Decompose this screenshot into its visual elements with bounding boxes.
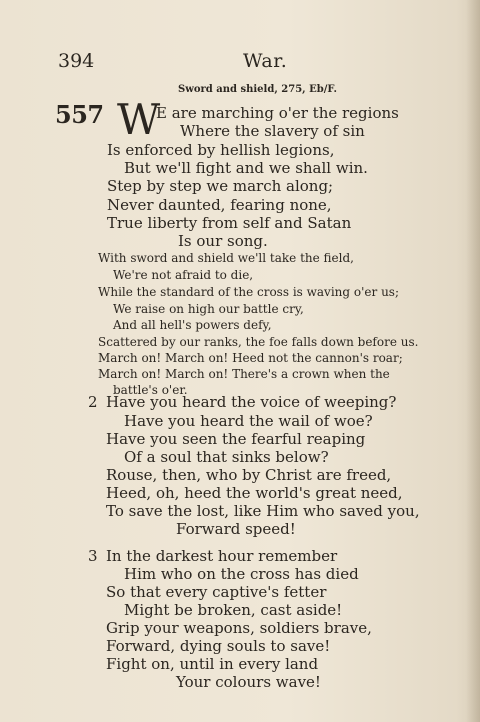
chorus-line: And all hell's powers defy, <box>113 318 272 332</box>
verse3-line: Him who on the cross has died <box>124 565 359 583</box>
verse2-line: Have you heard the voice of weeping? <box>106 393 397 411</box>
verse3-line: In the darkest hour remember <box>106 547 338 565</box>
verse3-line: So that every captive's fetter <box>106 583 327 601</box>
verse1-line: Is our song. <box>178 232 268 250</box>
verse2-line: Rouse, then, who by Christ are freed, <box>106 466 392 484</box>
verse1-line: True liberty from self and Satan <box>107 214 352 232</box>
page-number: 394 <box>58 50 95 72</box>
hymn-number: 557 <box>55 100 104 129</box>
verse2-line: Forward speed! <box>176 520 296 538</box>
chorus-line: We're not afraid to die, <box>113 268 254 282</box>
verse1-line: Never daunted, fearing none, <box>107 196 332 214</box>
verse1-line: But we'll fight and we shall win. <box>124 159 368 177</box>
verse-number: 3 <box>88 547 98 565</box>
chorus-line: With sword and shield we'll take the field, <box>98 251 354 265</box>
verse1-line: Step by step we march along; <box>107 177 334 195</box>
verse1-line: E are marching o'er the regions <box>156 104 399 122</box>
verse2-line: To save the lost, like Him who saved you, <box>106 502 420 520</box>
chorus-line: Scattered by our ranks, the foe falls down before us. <box>98 335 419 349</box>
verse3-line: Might be broken, cast aside! <box>124 601 343 619</box>
verse-number: 2 <box>88 393 98 411</box>
section-title: War. <box>243 50 288 72</box>
verse1-line: Where the slavery of sin <box>180 122 365 140</box>
chorus-line: March on! March on! There's a crown when the <box>98 367 390 381</box>
drop-cap: W <box>117 95 161 144</box>
chorus-line: While the standard of the cross is waving o'er us; <box>98 285 399 299</box>
verse2-line: Heed, oh, heed the world's great need, <box>106 484 403 502</box>
verse3-line: Fight on, until in every land <box>106 655 319 673</box>
page-edge-shadow <box>466 0 480 722</box>
chorus-line: We raise on high our battle cry, <box>113 302 304 316</box>
verse2-line: Of a soul that sinks below? <box>124 448 329 466</box>
chorus-line: March on! March on! Heed not the cannon's roar; <box>98 351 403 365</box>
verse3-line: Grip your weapons, soldiers brave, <box>106 619 372 637</box>
verse2-line: Have you seen the fearful reaping <box>106 430 366 448</box>
tune-reference: Sword and shield, 275, Eb/F. <box>178 84 337 95</box>
chorus-line: battle's o'er. <box>113 383 188 397</box>
verse2-line: Have you heard the wail of woe? <box>124 412 373 430</box>
verse3-line: Your colours wave! <box>176 673 321 691</box>
verse3-line: Forward, dying souls to save! <box>106 637 331 655</box>
verse1-line: Is enforced by hellish legions, <box>107 141 335 159</box>
